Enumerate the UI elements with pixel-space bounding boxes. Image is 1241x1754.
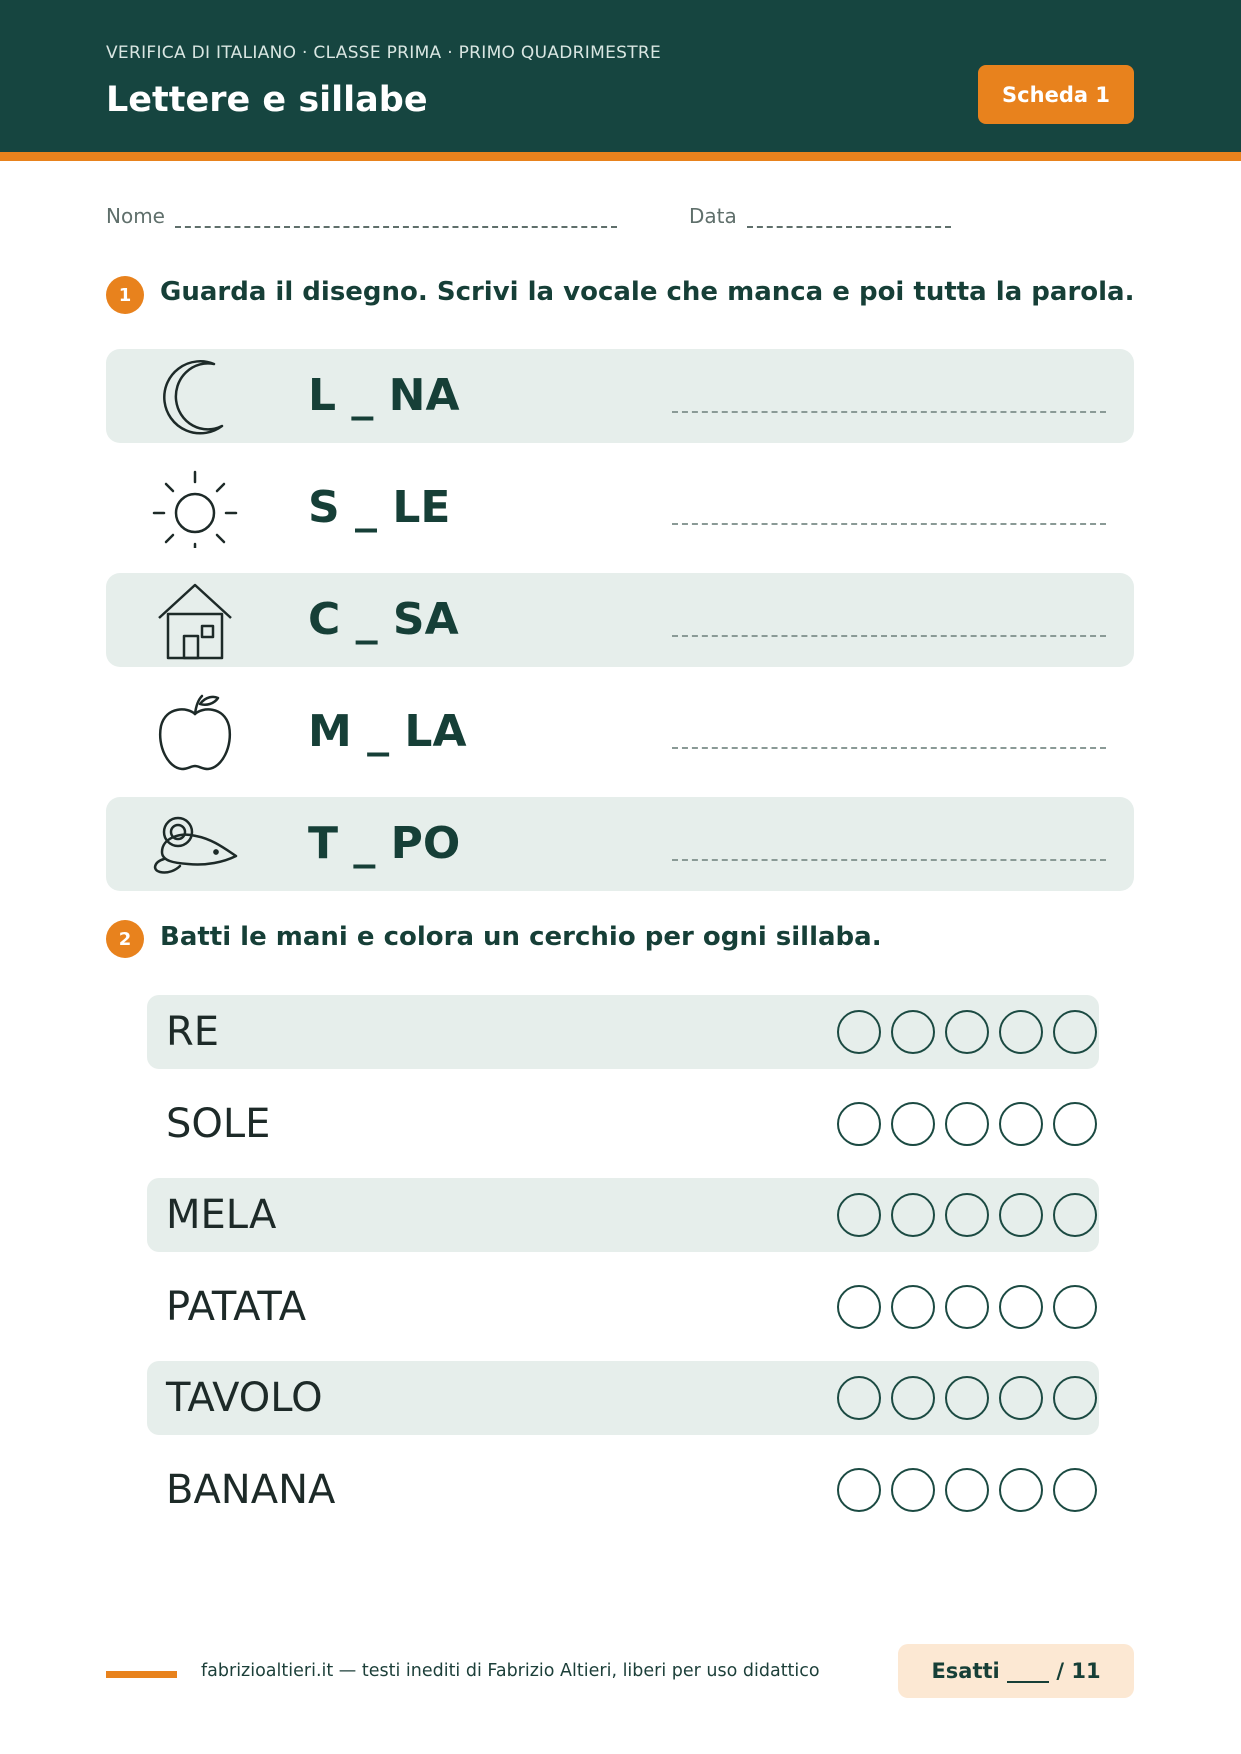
name-field — [106, 204, 617, 228]
exercise-2-instruction: Batti le mani e colora un cerchio per ogni sillaba. — [160, 922, 882, 952]
syllable-circle[interactable] — [945, 1010, 989, 1054]
syllable-circle[interactable] — [1053, 1468, 1097, 1512]
syllable-word: SOLE — [166, 1101, 271, 1147]
date-line — [747, 206, 951, 228]
missing-vowel-word: S _ LE — [308, 482, 451, 533]
syllable-circle[interactable] — [891, 1193, 935, 1237]
house-icon — [150, 580, 240, 660]
missing-vowel-word: T _ PO — [308, 818, 461, 869]
syllable-row-4 — [147, 1270, 1099, 1344]
exercise-1-number: 1 — [106, 276, 144, 314]
syllable-circle[interactable] — [891, 1285, 935, 1329]
syllable-circles — [837, 1102, 1097, 1146]
answer-line[interactable] — [672, 859, 1106, 861]
syllable-circle[interactable] — [945, 1376, 989, 1420]
answer-line[interactable] — [672, 411, 1106, 413]
date-field — [689, 204, 951, 228]
name-line — [175, 206, 617, 228]
syllable-circle[interactable] — [891, 1010, 935, 1054]
syllable-circle[interactable] — [837, 1376, 881, 1420]
syllable-row-1 — [147, 995, 1099, 1069]
syllable-circle[interactable] — [945, 1285, 989, 1329]
exercise-2-number: 2 — [106, 920, 144, 958]
syllable-circle[interactable] — [1053, 1285, 1097, 1329]
sheet-badge: Scheda 1 — [978, 65, 1134, 124]
syllable-word: MELA — [166, 1192, 277, 1238]
syllable-word: RE — [166, 1009, 220, 1055]
syllable-circle[interactable] — [999, 1285, 1043, 1329]
syllable-circle[interactable] — [945, 1102, 989, 1146]
moon-icon — [150, 356, 240, 436]
footer-credit: fabrizioaltieri.it — testi inediti di Fabrizio Altieri, liberi per uso didattico — [201, 1661, 820, 1681]
name-label: Nome — [106, 204, 165, 228]
missing-vowel-word: L _ NA — [308, 370, 460, 421]
syllable-circles — [837, 1285, 1097, 1329]
syllable-circles — [837, 1468, 1097, 1512]
syllable-circle[interactable] — [891, 1468, 935, 1512]
answer-line[interactable] — [672, 635, 1106, 637]
syllable-circle[interactable] — [999, 1468, 1043, 1512]
word-row-1 — [106, 349, 1134, 443]
sun-icon — [150, 468, 240, 548]
header — [0, 0, 1241, 152]
footer-accent-bar — [106, 1671, 177, 1678]
syllable-circle[interactable] — [1053, 1193, 1097, 1237]
syllable-word: TAVOLO — [166, 1375, 323, 1421]
header-stripe — [0, 152, 1241, 161]
syllable-row-2 — [147, 1087, 1099, 1161]
missing-vowel-word: M _ LA — [308, 706, 467, 757]
word-row-2 — [106, 461, 1134, 555]
word-row-4 — [106, 685, 1134, 779]
mouse-icon — [150, 804, 240, 884]
word-row-3 — [106, 573, 1134, 667]
syllable-circle[interactable] — [837, 1285, 881, 1329]
syllable-circle[interactable] — [1053, 1102, 1097, 1146]
syllable-circle[interactable] — [891, 1102, 935, 1146]
syllable-row-5 — [147, 1361, 1099, 1435]
word-row-5 — [106, 797, 1134, 891]
header-subtitle: VERIFICA DI ITALIANO · CLASSE PRIMA · PRIMO QUADRIMESTRE — [106, 43, 662, 63]
syllable-circle[interactable] — [1053, 1376, 1097, 1420]
syllable-circle[interactable] — [999, 1376, 1043, 1420]
syllable-circle[interactable] — [837, 1010, 881, 1054]
syllable-circle[interactable] — [837, 1102, 881, 1146]
syllable-circle[interactable] — [837, 1468, 881, 1512]
syllable-word: BANANA — [166, 1467, 336, 1513]
syllable-circle[interactable] — [999, 1010, 1043, 1054]
syllable-row-3 — [147, 1178, 1099, 1252]
syllable-circle[interactable] — [891, 1376, 935, 1420]
syllable-circle[interactable] — [999, 1102, 1043, 1146]
syllable-circle[interactable] — [837, 1193, 881, 1237]
apple-icon — [150, 692, 240, 772]
syllable-circles — [837, 1010, 1097, 1054]
syllable-circle[interactable] — [1053, 1010, 1097, 1054]
syllable-word: PATATA — [166, 1284, 307, 1330]
score-box: Esatti ____ / 11 — [898, 1644, 1134, 1698]
syllable-circles — [837, 1376, 1097, 1420]
exercise-1-instruction: Guarda il disegno. Scrivi la vocale che manca e poi tutta la parola. — [160, 277, 1135, 307]
syllable-circle[interactable] — [945, 1193, 989, 1237]
answer-line[interactable] — [672, 523, 1106, 525]
missing-vowel-word: C _ SA — [308, 594, 459, 645]
date-label: Data — [689, 204, 737, 228]
answer-line[interactable] — [672, 747, 1106, 749]
page-title: Lettere e sillabe — [106, 80, 428, 120]
syllable-circle[interactable] — [999, 1193, 1043, 1237]
syllable-row-6 — [147, 1453, 1099, 1527]
syllable-circles — [837, 1193, 1097, 1237]
syllable-circle[interactable] — [945, 1468, 989, 1512]
